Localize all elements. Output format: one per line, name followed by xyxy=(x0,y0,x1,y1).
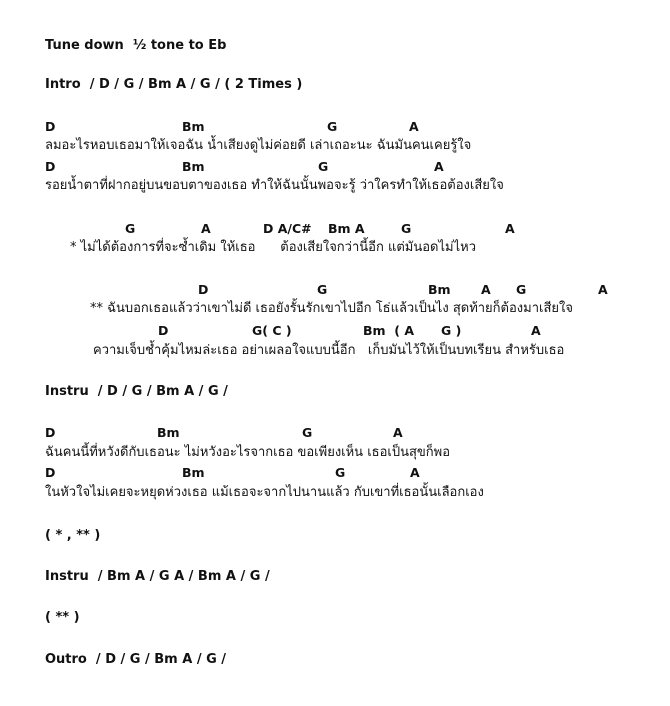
chord: D xyxy=(158,323,169,338)
intro-line: Intro / D / G / Bm A / G / ( 2 Times ) xyxy=(45,77,303,92)
chord: A xyxy=(393,425,403,440)
repeat-marker: ( * , ** ) xyxy=(45,528,101,543)
chord: Bm A xyxy=(328,221,365,236)
outro-line: Outro / D / G / Bm A / G / xyxy=(45,652,227,667)
chord: G xyxy=(318,159,329,174)
chord: G xyxy=(302,425,313,440)
chord: Bm xyxy=(182,465,205,480)
chord: G xyxy=(401,221,412,236)
chord: Bm xyxy=(428,282,451,297)
chord: A xyxy=(201,221,211,236)
chord: D xyxy=(45,425,56,440)
chord: G ) xyxy=(441,323,462,338)
chord: A xyxy=(410,465,420,480)
chord: Bm xyxy=(182,119,205,134)
lyric-line: รอยน้ำตาที่ฝากอยู่บนขอบตาของเธอ ทำให้ฉันนั้นพอจะรู้ ว่าใครทำให้เธอต้องเสียใจ xyxy=(45,178,504,193)
chord: A xyxy=(481,282,491,297)
chord: Bm xyxy=(157,425,180,440)
chord: G xyxy=(327,119,338,134)
chord: G xyxy=(317,282,328,297)
lyric-line: ความเจ็บช้ำคุ้มไหมล่ะเธอ อย่าเผลอใจแบบนี้อีก เก็บมันไว้ให้เป็นบทเรียน สำหรับเธอ xyxy=(93,343,565,358)
chord: Bm xyxy=(182,159,205,174)
chord: A xyxy=(531,323,541,338)
instrumental-line: Instru / Bm A / G A / Bm A / G / xyxy=(45,569,270,584)
chord: G( C ) xyxy=(252,323,292,338)
repeat-marker: ( ** ) xyxy=(45,610,80,625)
chord: G xyxy=(335,465,346,480)
chord: D xyxy=(45,465,56,480)
lyric-line: ในหัวใจไม่เคยจะหยุดห่วงเธอ แม้เธอจะจากไปนานแล้ว กับเขาที่เธอนั้นเลือกเอง xyxy=(45,485,484,500)
chord: Bm ( A xyxy=(363,323,414,338)
lyric-line: * ไม่ได้ต้องการที่จะซ้ำเดิม ให้เธอ ต้องเสียใจกว่านี้อีก แต่มันอดไม่ไหว xyxy=(70,240,477,255)
chord: D xyxy=(198,282,209,297)
lyric-line: ลมอะไรหอบเธอมาให้เจอฉัน น้ำเสียงดูไม่ค่อยดี เล่าเถอะนะ ฉันมันคนเคยรู้ใจ xyxy=(45,138,472,153)
lyric-line: ** ฉันบอกเธอแล้วว่าเขาไม่ดี เธอยังรั้นรักเขาไปอีก โธ่แล้วเป็นไง สุดท้ายก็ต้องมาเสียใจ xyxy=(90,301,573,316)
chord: A xyxy=(434,159,444,174)
instrumental-line: Instru / D / G / Bm A / G / xyxy=(45,384,228,399)
chord: A xyxy=(409,119,419,134)
tuning-note: Tune down ½ tone to Eb xyxy=(45,38,227,53)
chord: A xyxy=(505,221,515,236)
chord: A xyxy=(598,282,608,297)
chord: G xyxy=(516,282,527,297)
chord: D xyxy=(45,159,56,174)
chord: G xyxy=(125,221,136,236)
chord: D A/C# xyxy=(263,221,312,236)
chord: D xyxy=(45,119,56,134)
lyric-line: ฉันคนนี้ที่หวังดีกับเธอนะ ไม่หวังอะไรจากเธอ ขอเพียงเห็น เธอเป็นสุขก็พอ xyxy=(45,445,451,460)
